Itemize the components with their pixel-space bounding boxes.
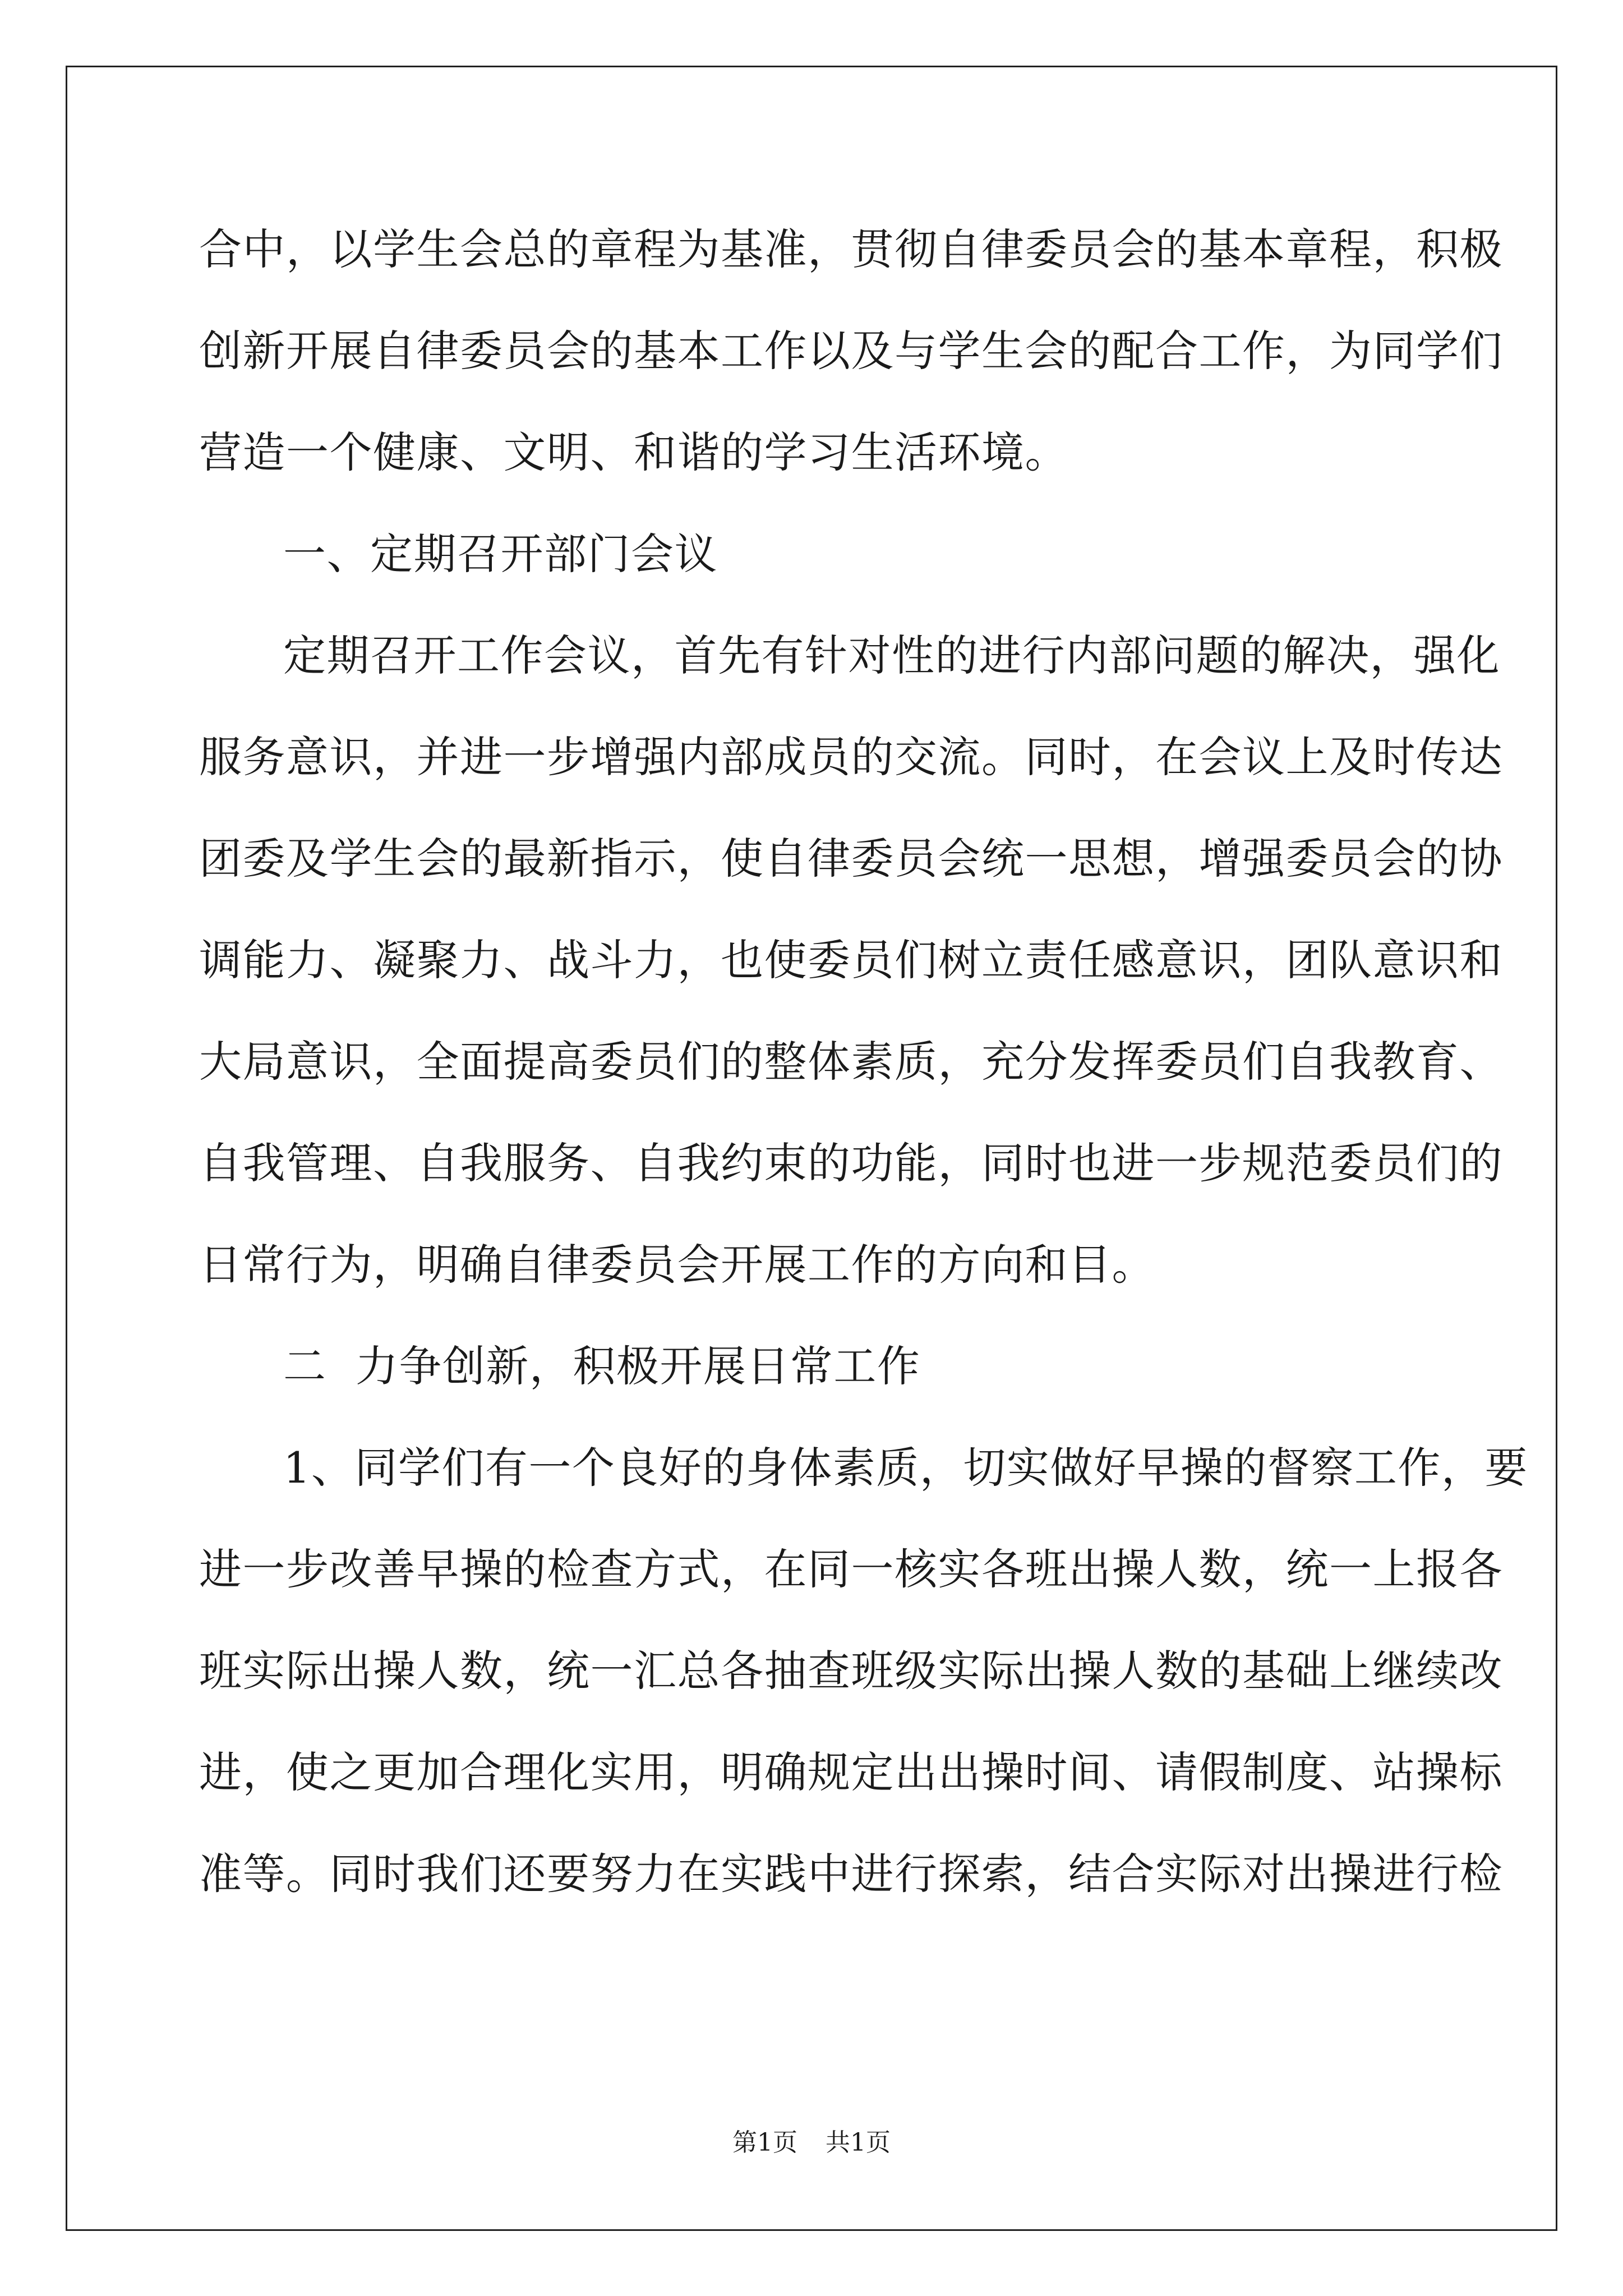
section-heading: 二 力争创新，积极开展日常工作 — [283, 1341, 921, 1391]
text-line: 服务意识，并进一步增强内部成员的交流。同时，在会议上及时传达 — [199, 732, 1503, 782]
section-heading: 一、定期召开部门会议 — [283, 529, 718, 579]
text-line: 大局意识，全面提高委员们的整体素质，充分发挥委员们自我教育、 — [199, 1037, 1503, 1087]
text-line: 班实际出操人数，统一汇总各抽查班级实际出操人数的基础上继续改 — [199, 1646, 1503, 1696]
text-line: 合中，以学生会总的章程为基准，贯彻自律委员会的基本章程，积极 — [199, 224, 1503, 274]
text-line: 准等。同时我们还要努力在实践中进行探索，结合实际对出操进行检 — [199, 1849, 1503, 1899]
text-line: 1、同学们有一个良好的身体素质，切实做好早操的督察工作，要 — [283, 1443, 1528, 1493]
text-line: 团委及学生会的最新指示，使自律委员会统一思想，增强委员会的协 — [199, 834, 1503, 884]
text-line: 定期召开工作会议，首先有针对性的进行内部问题的解决，强化 — [283, 631, 1500, 680]
text-line: 创新开展自律委员会的基本工作以及与学生会的配合工作，为同学们 — [199, 326, 1503, 376]
text-line: 调能力、凝聚力、战斗力，也使委员们树立责任感意识，团队意识和 — [199, 935, 1503, 985]
page-total: 共1页 — [826, 2128, 891, 2157]
text-line: 日常行为，明确自律委员会开展工作的方向和目。 — [199, 1240, 1155, 1290]
page-footer — [0, 2126, 1623, 2160]
text-line: 营造一个健康、文明、和谐的学习生活环境。 — [199, 427, 1068, 477]
text-line: 进一步改善早操的检查方式，在同一核实各班出操人数，统一上报各 — [199, 1544, 1503, 1594]
text-line: 进，使之更加合理化实用，明确规定出出操时间、请假制度、站操标 — [199, 1747, 1503, 1797]
page-number: 第1页 — [732, 2128, 797, 2157]
text-line: 自我管理、自我服务、自我约束的功能，同时也进一步规范委员们的 — [199, 1138, 1503, 1188]
